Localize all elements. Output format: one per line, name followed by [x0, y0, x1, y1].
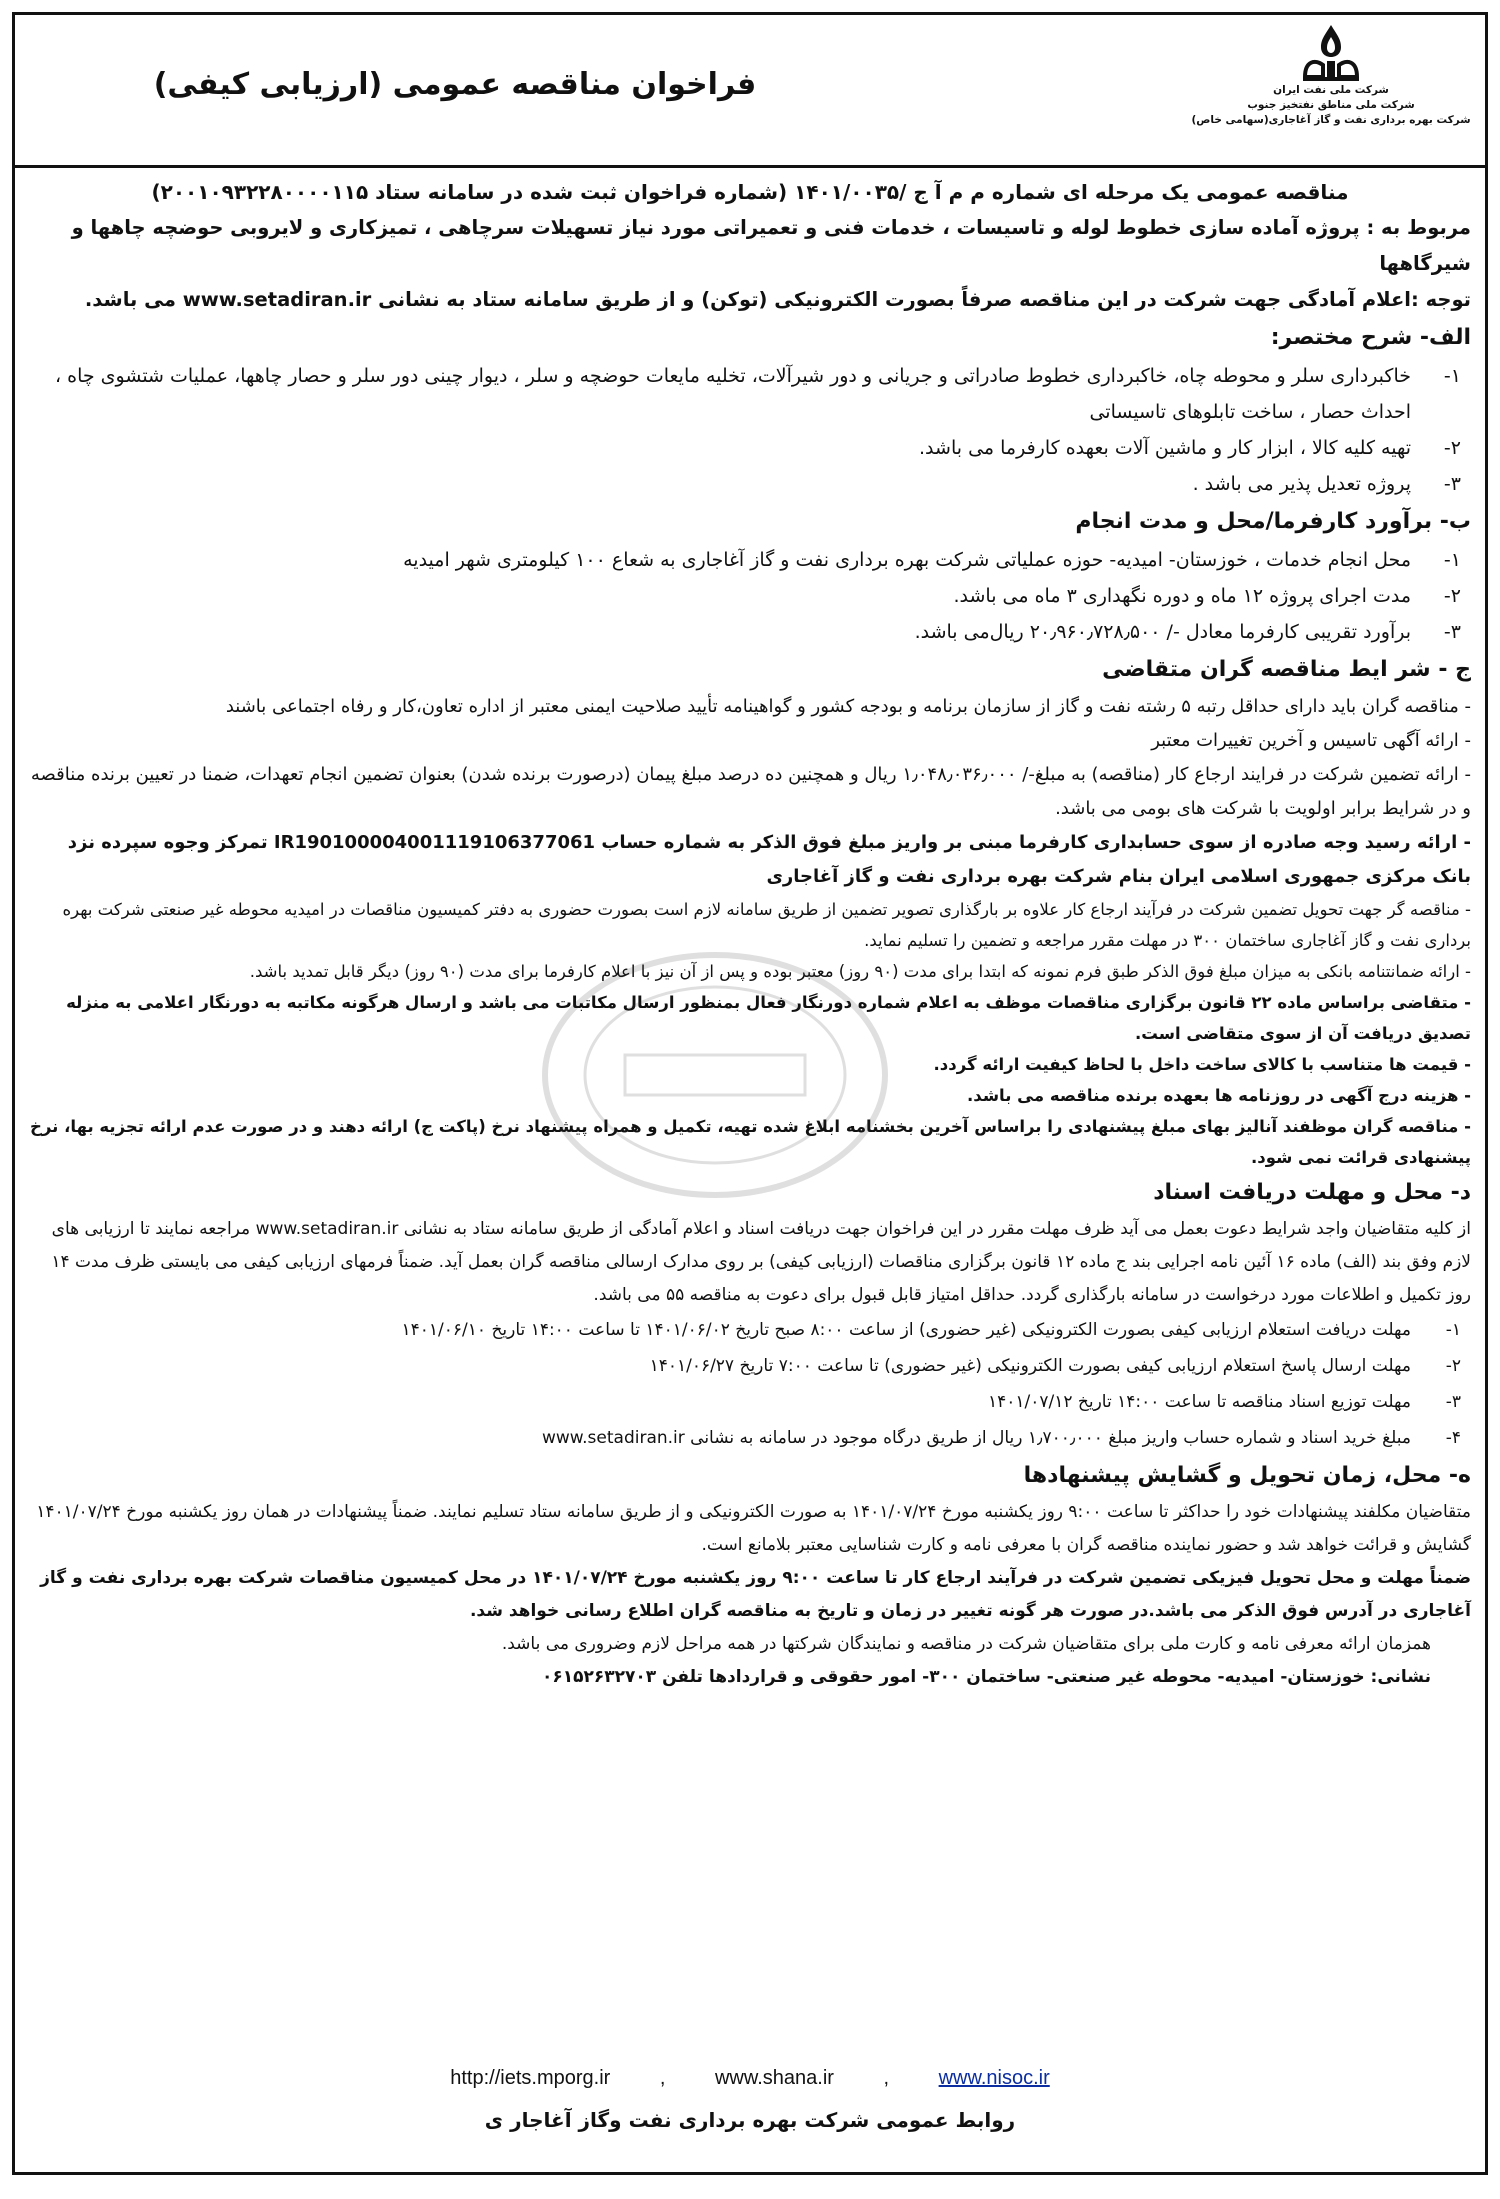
condition-item: - قیمت ها متناسب با کالای ساخت داخل با لحاظ کیفیت ارائه گردد.: [933, 1055, 1471, 1074]
item-number: ۱-: [1445, 1320, 1461, 1340]
condition-item: - متقاضی براساس ماده ۲۲ قانون برگزاری مناقصات موظف به اعلام شماره دورنگار فعال بمنظور ارسال مکاتبات می باشد و ارسال هرگونه مکاتبه به دورنگار اعلامی به منزله تصدیق دریافت آن از سوی متقاضی است.: [66, 993, 1471, 1043]
notice-body: [15, 168, 1485, 1694]
item-text: خاکبرداری سلر و محوطه چاه، خاکبرداری خطوط صادراتی و جریانی و دور شیرآلات، تخلیه مایعات حوضچه و سلر ، دیوار چینی دور سلر و حصار چاهها، عملیات شتشوی چاه ، احداث حصار ، ساخت تابلوهای تاسیساتی: [54, 365, 1411, 423]
item-number: ۱-: [1443, 365, 1461, 387]
item-number: ۳-: [1443, 621, 1461, 643]
item-text: پروژه تعدیل پذیر می باشد .: [1192, 473, 1411, 495]
tender-subject: مربوط به : پروژه آماده سازی خطوط لوله و تاسیسات ، خدمات فنی و تعمیراتی مورد نیاز تسهیلات سرچاهی ، تمیزکاری و لایروبی حوضچه چاهها و شیرگاهها: [71, 216, 1471, 275]
condition-item: - مناقصه گران باید دارای حداقل رتبه ۵ رشته نفت و گاز از سازمان برنامه و بودجه کشور و گواهینامه تأیید صلاحیت ایمنی معتبر از اداره تعاون،کار و رفاه اجتماعی باشند: [225, 696, 1471, 717]
link-separator: ,: [659, 2067, 666, 2089]
documents-paragraph: از کلیه متقاضیان واجد شرایط دعوت بعمل می آید ظرف مهلت مقرر در این فراخوان جهت دریافت اسناد و اعلام آمادگی از طریق سامانه ستاد به نشانی www.setadiran.ir مراجعه نمایند تا ارزیابی های لازم وفق بند (الف) ماده ۱۶ آئین نامه اجرایی بند ج ماده ۱۲ قانون برگزاری مناقصات (ارزیابی کیفی) بر روی مدارک ارسالی مناقصه گران بعمل آید. ضمناً فرمهای ارزیابی کیفی می بایستی ظرف مدت ۱۴ روز تکمیل و اطلاعات مورد درخواست در سامانه بارگذاری گردد. حداقل امتیاز قابل قبول برای دعوت به مناقصه ۵۵ می باشد.: [51, 1219, 1471, 1305]
guarantee-paragraph: ضمناً مهلت و محل تحویل فیزیکی تضمین شرکت در فرآیند ارجاع کار تا ساعت ۹:۰۰ روز یکشنبه مورخ ۱۴۰۱/۰۷/۲۴ در محل کمیسیون مناقصات شرکت بهره برداری نفت و گاز آغاجاری در آدرس فوق الذکر می باشد.در صورت هر گونه تغییر در زمان و تاریخ به مناقصه گران اطلاع رسانی خواهد شد.: [40, 1568, 1471, 1621]
item-text: مهلت ارسال پاسخ استعلام ارزیابی کیفی بصورت الکترونیکی (غیر حضوری) تا ساعت ۷:۰۰ تاریخ ۱۴۰۱/۰۶/۲۷: [649, 1356, 1411, 1376]
list-item: [29, 578, 1471, 614]
item-text: محل انجام خدمات ، خوزستان- امیدیه- حوزه عملیاتی شرکت بهره برداری نفت و گاز آغاجاری به شعاع ۱۰۰ کیلومتری شهر امیدیه: [403, 549, 1411, 571]
header: [15, 15, 1485, 168]
public-relations: روابط عمومی شرکت بهره برداری نفت وگاز آغاجار ی: [484, 2108, 1016, 2132]
list-item: [29, 542, 1471, 578]
condition-item: - ارائه رسید وجه صادره از سوی حسابداری کارفرما مبنی بر واریز مبلغ فوق الذکر به شماره حساب IR190100004001119106377061 تمرکز وجوه سپرده نزد بانک مرکزی جمهوری اسلامی ایران بنام شرکت بهره برداری نفت و گاز آغاجاری: [67, 832, 1471, 887]
item-number: ۲-: [1443, 437, 1461, 459]
section-a-title: الف- شرح مختصر:: [1270, 325, 1471, 350]
logo-line-2: شرکت ملی مناطق نفتخیز جنوب: [1247, 99, 1415, 111]
list-item: [29, 614, 1471, 650]
logo-line-1: شرکت ملی نفت ایران: [1273, 84, 1389, 96]
list-item: [29, 466, 1471, 502]
link-shana[interactable]: www.shana.ir: [714, 2067, 834, 2089]
list-item: [29, 1348, 1471, 1384]
condition-item: - مناقصه گران موظفند آنالیز بهای مبلغ پیشنهادی را براساس آخرین بخشنامه ابلاغ شده تهیه، تکمیل و همراه پیشنهاد نرخ (پاکت ج) ارائه دهند و در صورت عدم ارائه تجزیه بها، نرخ پیشنهادی قرائت نمی شود.: [30, 1117, 1471, 1167]
item-number: ۲-: [1443, 585, 1461, 607]
link-iets[interactable]: http://iets.mporg.ir: [450, 2067, 611, 2089]
item-number: ۱-: [1443, 549, 1461, 571]
item-text: مهلت دریافت استعلام ارزیابی کیفی بصورت الکترونیکی (غیر حضوری) از ساعت ۸:۰۰ صبح تاریخ ۱۴۰۱/۰۶/۰۲ تا ساعت ۱۴:۰۰ تاریخ ۱۴۰۱/۰۶/۱۰: [401, 1320, 1411, 1340]
item-number: ۳-: [1443, 473, 1461, 495]
footer-links: [15, 2067, 1485, 2090]
page-title: فراخوان مناقصه عمومی (ارزیابی کیفی): [153, 67, 757, 102]
address-line: نشانی: خوزستان- امیدیه- محوطه غیر صنعتی- ساختمان ۳۰۰- امور حقوقی و قراردادها تلفن ۰۶۱۵۲۶۳۲۷۰۳: [542, 1667, 1431, 1687]
section-d-title: د- محل و مهلت دریافت اسناد: [1153, 1180, 1471, 1205]
item-number: ۴-: [1445, 1428, 1461, 1448]
item-text: برآورد تقریبی کارفرما معادل -/ ۲۰٫۹۶۰٫۷۲۸٫۵۰۰ ریال‌می باشد.: [914, 621, 1411, 643]
tender-notice: توجه :اعلام آمادگی جهت شرکت در این مناقصه صرفاً بصورت الکترونیکی (توکن) و از طریق سامانه ستاد به نشانی www.setadiran.ir می باشد.: [84, 288, 1471, 311]
footer: [15, 2067, 1485, 2132]
condition-item: - ارائه آگهی تاسیس و آخرین تغییرات معتبر: [1151, 730, 1471, 751]
item-number: ۳-: [1445, 1392, 1461, 1412]
condition-item: - مناقصه گر جهت تحویل تضمین شرکت در فرآیند ارجاع کار علاوه بر بارگذاری تصویر تضمین از طریق سامانه لازم است بصورت حضوری به دفتر کمیسیون مناقصات در امیدیه محوطه غیر صنعتی شرکت بهره برداری نفت و گاز آغاجاری ساختمان ۳۰۰ در مهلت مقرر مراجعه و تضمین را تسلیم نماید.: [62, 900, 1471, 950]
submission-paragraph: متقاضیان مکلفند پیشنهادات خود را حداکثر تا ساعت ۹:۰۰ روز یکشنبه مورخ ۱۴۰۱/۰۷/۲۴ به صورت الکترونیکی و از طریق سامانه ستاد تسلیم نمایند. ضمناً پیشنهادات در همان روز یکشنبه مورخ ۱۴۰۱/۰۷/۲۴ گشایش و قرائت خواهد شد و حضور نماینده مناقصه گران با معرفی نامه و کارت شناسایی معتبر بلامانع است.: [36, 1502, 1471, 1555]
list-item: [29, 1384, 1471, 1420]
item-text: مهلت توزیع اسناد مناقصه تا ساعت ۱۴:۰۰ تاریخ ۱۴۰۱/۰۷/۱۲: [987, 1392, 1411, 1412]
tender-number: مناقصه عمومی یک مرحله ای شماره م م آ ج /۱۴۰۱/۰۰۳۵ (شماره فراخوان ثبت شده در سامانه ستاد ۲۰۰۱۰۹۳۲۲۸۰۰۰۰۱۱۵): [151, 180, 1349, 204]
section-e-title: ه- محل، زمان تحویل و گشایش پیشنهادها: [1023, 1463, 1471, 1488]
item-text: تهیه کلیه کالا ، ابزار کار و ماشین آلات بعهده کارفرما می باشد.: [919, 437, 1411, 459]
link-separator: ,: [883, 2067, 890, 2089]
list-item: [29, 1420, 1471, 1456]
item-text: مدت اجرای پروژه ۱۲ ماه و دوره نگهداری ۳ ماه می باشد.: [953, 585, 1411, 607]
id-paragraph: همزمان ارائه معرفی نامه و کارت ملی برای متقاضیان شرکت در مناقصه و نمایندگان شرکتها در همه مراحل لازم وضروری می باشد.: [501, 1634, 1431, 1654]
section-b-title: ب- برآورد کارفرما/محل و مدت انجام: [1075, 509, 1471, 534]
section-c-title: ج - شر ایط مناقصه گران متقاضی: [1102, 657, 1471, 682]
list-item: [29, 430, 1471, 466]
link-nisoc[interactable]: www.nisoc.ir: [938, 2067, 1050, 2089]
condition-item: - ارائه تضمین شرکت در فرایند ارجاع کار (مناقصه) به مبلغ-/ ۱٫۰۴۸٫۰۳۶٫۰۰۰ ریال و همچنین ده درصد مبلغ پیمان (درصورت برنده شدن) بعنوان تضمین انجام تعهدات، ضمنا در تعیین برنده مناقصه و در شرایط برابر اولویت با شرکت های بومی می باشد.: [30, 764, 1471, 819]
condition-item: - هزینه درج آگهی در روزنامه ها بعهده برنده مناقصه می باشد.: [967, 1086, 1471, 1105]
item-text: مبلغ خرید اسناد و شماره حساب واریز مبلغ ۱٫۷۰۰٫۰۰۰ ریال از طریق درگاه موجود در سامانه به نشانی www.setadiran.ir: [541, 1428, 1411, 1448]
logo-line-3: شرکت بهره برداری نفت و گاز آغاجاری(سهامی خاص): [1191, 114, 1471, 126]
notice-page: [12, 12, 1488, 2175]
nioc-flame-logo-icon: [1299, 23, 1363, 83]
item-number: ۲-: [1445, 1356, 1461, 1376]
list-item: [29, 358, 1471, 430]
condition-item: - ارائه ضمانتنامه بانکی به میزان مبلغ فوق الذکر طبق فرم نمونه که ابتدا برای مدت (۹۰ روز) معتبر بوده و پس از آن نیز با اعلام کارفرما برای مدت (۹۰ روز) دیگر قابل تمدید باشد.: [249, 962, 1471, 981]
list-item: [29, 1312, 1471, 1348]
company-logo: [1191, 23, 1471, 128]
